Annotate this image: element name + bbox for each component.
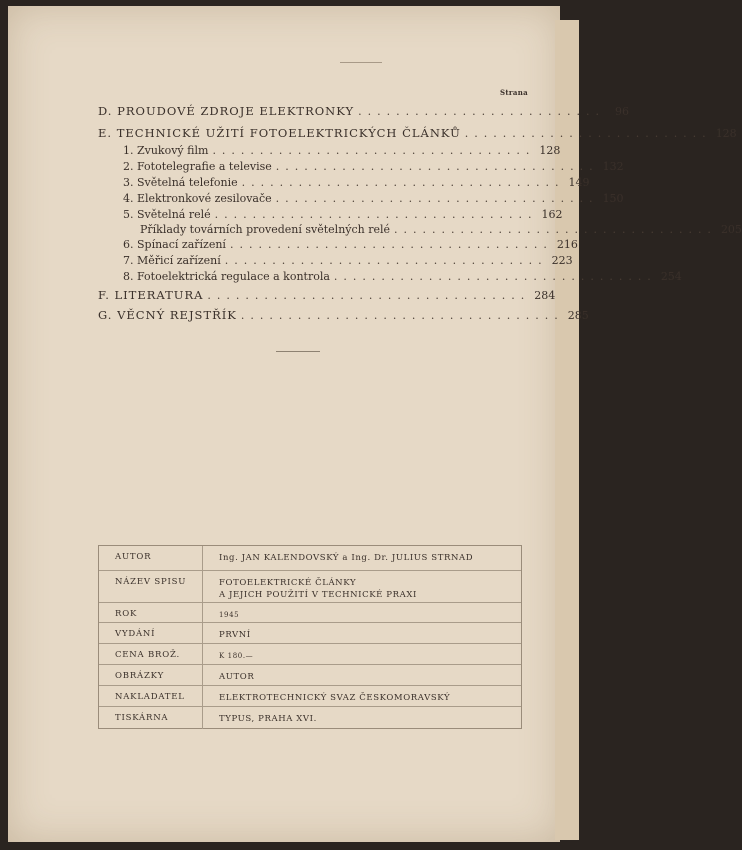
toc-label: 7. Měřicí zařízení xyxy=(123,254,221,267)
page-column-label: Strana xyxy=(500,88,528,97)
colophon-row-images xyxy=(99,664,521,686)
toc-label: E. TECHNICKÉ UŽITÍ FOTOELEKTRICKÝCH ČLÁNKŮ xyxy=(98,126,461,140)
colophon-value: K 180.— xyxy=(219,652,254,660)
colophon-row-year xyxy=(99,602,521,623)
toc-label: 3. Světelná telefonie xyxy=(123,176,238,189)
toc-entry-d xyxy=(98,104,630,118)
leader-dots: .......................... xyxy=(358,105,606,118)
toc-label: G. VĚCNÝ REJSTŘÍK xyxy=(98,308,237,322)
colophon-label: AUTOR xyxy=(99,546,203,570)
leader-dots: .................................. xyxy=(207,289,531,302)
toc-entry-e4 xyxy=(123,192,624,205)
colophon-row-title xyxy=(99,570,521,603)
colophon-value: ELEKTROTECHNICKÝ SVAZ ČESKOMORAVSKÝ xyxy=(219,693,451,703)
toc-page: 149 xyxy=(568,176,590,189)
colophon-value xyxy=(203,571,417,601)
toc-label: 1. Zvukový film xyxy=(123,144,209,157)
colophon-label: TISKÁRNA xyxy=(99,707,203,729)
toc-page: 254 xyxy=(660,270,682,283)
colophon-value: 1945 xyxy=(219,611,240,619)
title-line-2: A JEJICH POUŽITÍ V TECHNICKÉ PRAXI xyxy=(219,590,417,600)
leader-dots: .................................. xyxy=(212,144,536,157)
colophon-label: CENA BROŽ. xyxy=(99,644,203,665)
leader-dots: .................................. xyxy=(224,254,548,267)
leader-dots: .................................. xyxy=(275,160,599,173)
toc-entry-e2 xyxy=(123,160,624,173)
toc-label: 2. Fototelegrafie a televise xyxy=(123,160,272,173)
colophon-label: ROK xyxy=(99,603,203,623)
toc-page: 128 xyxy=(539,144,561,157)
colophon-row-publisher xyxy=(99,685,521,707)
toc-page: 128 xyxy=(715,127,737,140)
leader-dots: .................................. xyxy=(333,270,657,283)
toc-page: 216 xyxy=(556,238,578,251)
toc-entry-e1 xyxy=(123,144,561,157)
colophon-row-author xyxy=(99,546,521,570)
title-line-1: FOTOELEKTRICKÉ ČLÁNKY xyxy=(219,578,357,588)
toc-entry-g xyxy=(98,308,589,322)
toc-page: 284 xyxy=(534,289,556,302)
toc-label: D. PROUDOVÉ ZDROJE ELEKTRONKY xyxy=(98,104,355,118)
toc-page: 150 xyxy=(602,192,624,205)
toc-entry-f xyxy=(98,288,556,302)
colophon-value: PRVNÍ xyxy=(219,630,251,640)
toc-label: 6. Spínací zařízení xyxy=(123,238,226,251)
toc-page: 96 xyxy=(615,105,630,118)
toc-entry-e5 xyxy=(123,208,563,221)
toc-entry-e5a xyxy=(112,223,742,236)
colophon-row-edition xyxy=(99,622,521,644)
toc-entry-e3 xyxy=(123,176,590,189)
toc-page: 162 xyxy=(541,208,563,221)
leader-dots: .................................. xyxy=(240,309,564,322)
colophon-table xyxy=(98,545,522,729)
leader-dots: .................................. xyxy=(394,223,717,236)
colophon-row-printer xyxy=(99,706,521,729)
toc-label: 8. Fotoelektrická regulace a kontrola xyxy=(123,270,330,283)
colophon-value: TYPUS, PRAHA XVI. xyxy=(219,714,317,724)
page-edge xyxy=(555,20,579,840)
toc-label: Příklady továrních provedení světelných relé xyxy=(140,223,391,236)
colophon-label: OBRÁZKY xyxy=(99,665,203,686)
section-divider xyxy=(276,351,320,352)
toc-page: 285 xyxy=(567,309,589,322)
toc-entry-e xyxy=(98,126,737,140)
toc-label: 5. Světelná relé xyxy=(123,208,211,221)
colophon-label: NÁZEV SPISU xyxy=(99,571,203,603)
leader-dots: .......................... xyxy=(464,127,712,140)
toc-entry-e6 xyxy=(123,238,578,251)
colophon-row-price xyxy=(99,643,521,665)
toc-label: F. LITERATURA xyxy=(98,288,204,302)
leader-dots: .................................. xyxy=(214,208,538,221)
colophon-value: AUTOR xyxy=(219,672,255,682)
leader-dots: .................................. xyxy=(229,238,553,251)
header-rule xyxy=(340,62,382,63)
leader-dots: .................................. xyxy=(241,176,565,189)
toc-page: 223 xyxy=(551,254,573,267)
colophon-label: NAKLADATEL xyxy=(99,686,203,707)
toc-page: 132 xyxy=(602,160,624,173)
leader-dots: .................................. xyxy=(275,192,599,205)
toc-entry-e8 xyxy=(123,270,682,283)
colophon-value: Ing. JAN KALENDOVSKÝ a Ing. Dr. JULIUS STRNAD xyxy=(219,553,474,563)
toc-entry-e7 xyxy=(123,254,573,267)
colophon-label: VYDÁNÍ xyxy=(99,623,203,644)
toc-page: 205 xyxy=(720,223,742,236)
toc-label: 4. Elektronkové zesilovače xyxy=(123,192,272,205)
